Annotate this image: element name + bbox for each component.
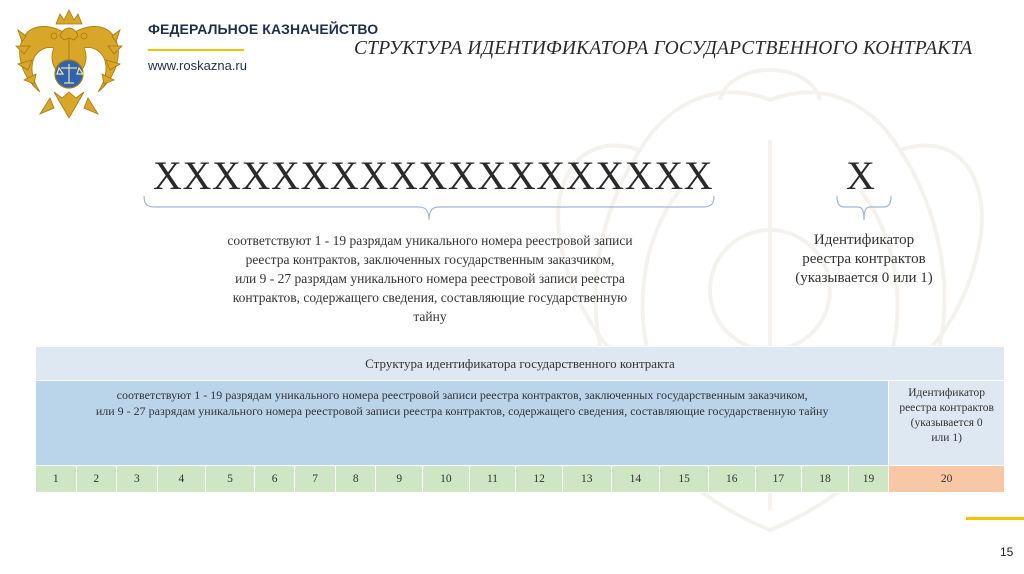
left-brace: [143, 194, 715, 224]
position-cell: 2: [76, 466, 117, 493]
position-cell: 15: [660, 466, 709, 493]
position-cell: 7: [295, 466, 336, 493]
table-right-line: Идентификатор: [908, 387, 986, 399]
position-cell: 8: [335, 466, 376, 493]
table-title-row: [36, 347, 1005, 381]
table-right-line: (указывается 0: [910, 417, 983, 429]
left-description-line: или 9 - 27 разрядам уникального номера реестровой записи реестра: [235, 271, 625, 286]
left-description-line: соответствуют 1 - 19 разрядам уникального номера реестровой записи: [227, 233, 633, 248]
position-cell: 4: [157, 466, 206, 493]
right-description-line: (указывается 0 или 1): [795, 270, 933, 286]
position-cell: 6: [254, 466, 295, 493]
position-cell: 1: [36, 466, 77, 493]
position-cell: 17: [755, 466, 802, 493]
position-cell-registry-id: 20: [889, 466, 1005, 493]
right-description-line: Идентификатор: [813, 232, 915, 248]
left-description-line: реестра контрактов, заключенных государственным заказчиком,: [245, 252, 615, 267]
position-cell: 19: [848, 466, 889, 493]
treasury-emblem-icon: [14, 6, 124, 128]
main-digits: XXXXXXXXXXXXXXXXXXX: [153, 153, 714, 198]
position-cell: 3: [117, 466, 158, 493]
position-cell: 11: [469, 466, 516, 493]
left-description: [190, 231, 670, 326]
table-description-row: [36, 381, 1005, 466]
position-cell: 10: [423, 466, 470, 493]
position-cell: 9: [376, 466, 423, 493]
position-cell: 16: [708, 466, 755, 493]
table-right-description: [889, 381, 1005, 466]
position-cell: 18: [802, 466, 849, 493]
table-left-line: соответствуют 1 - 19 разрядам уникального номера реестровой записи реестра контрактов, заключенных государственным заказчиком,: [116, 388, 808, 402]
table-left-line: или 9 - 27 разрядам уникального номера реестровой записи реестра контрактов, содержащего сведения, составляющие государственную тайну: [95, 404, 829, 418]
table-left-description: [36, 381, 889, 466]
slide-title: СТРУКТУРА ИДЕНТИФИКАТОРА ГОСУДАРСТВЕННОГО КОНТРАКТА: [354, 38, 973, 59]
table-positions-row: [36, 466, 1005, 493]
left-description-line: контрактов, содержащего сведения, составляющие государственную: [232, 290, 628, 305]
footer-accent-line: [966, 517, 1024, 520]
right-description-line: реестра контрактов: [802, 251, 926, 267]
table-right-line: реестра контрактов: [899, 402, 994, 414]
page-number: 15: [1000, 545, 1014, 559]
right-description: [770, 231, 958, 288]
last-digit: X: [846, 153, 875, 198]
left-description-line: тайну: [413, 309, 447, 324]
header-accent-line: [148, 49, 244, 51]
position-cell: 12: [516, 466, 563, 493]
position-cell: 14: [611, 466, 660, 493]
organization-name: ФЕДЕРАЛЬНОЕ КАЗНАЧЕЙСТВО: [148, 21, 379, 37]
position-cell: 5: [206, 466, 255, 493]
right-brace: [836, 194, 892, 224]
identifier-structure-table: [35, 346, 1005, 493]
table-right-line: или 1): [931, 432, 962, 444]
organization-url[interactable]: www.roskazna.ru: [148, 58, 247, 73]
table-title: Структура идентификатора государственного контракта: [36, 347, 1005, 381]
position-cell: 13: [562, 466, 611, 493]
